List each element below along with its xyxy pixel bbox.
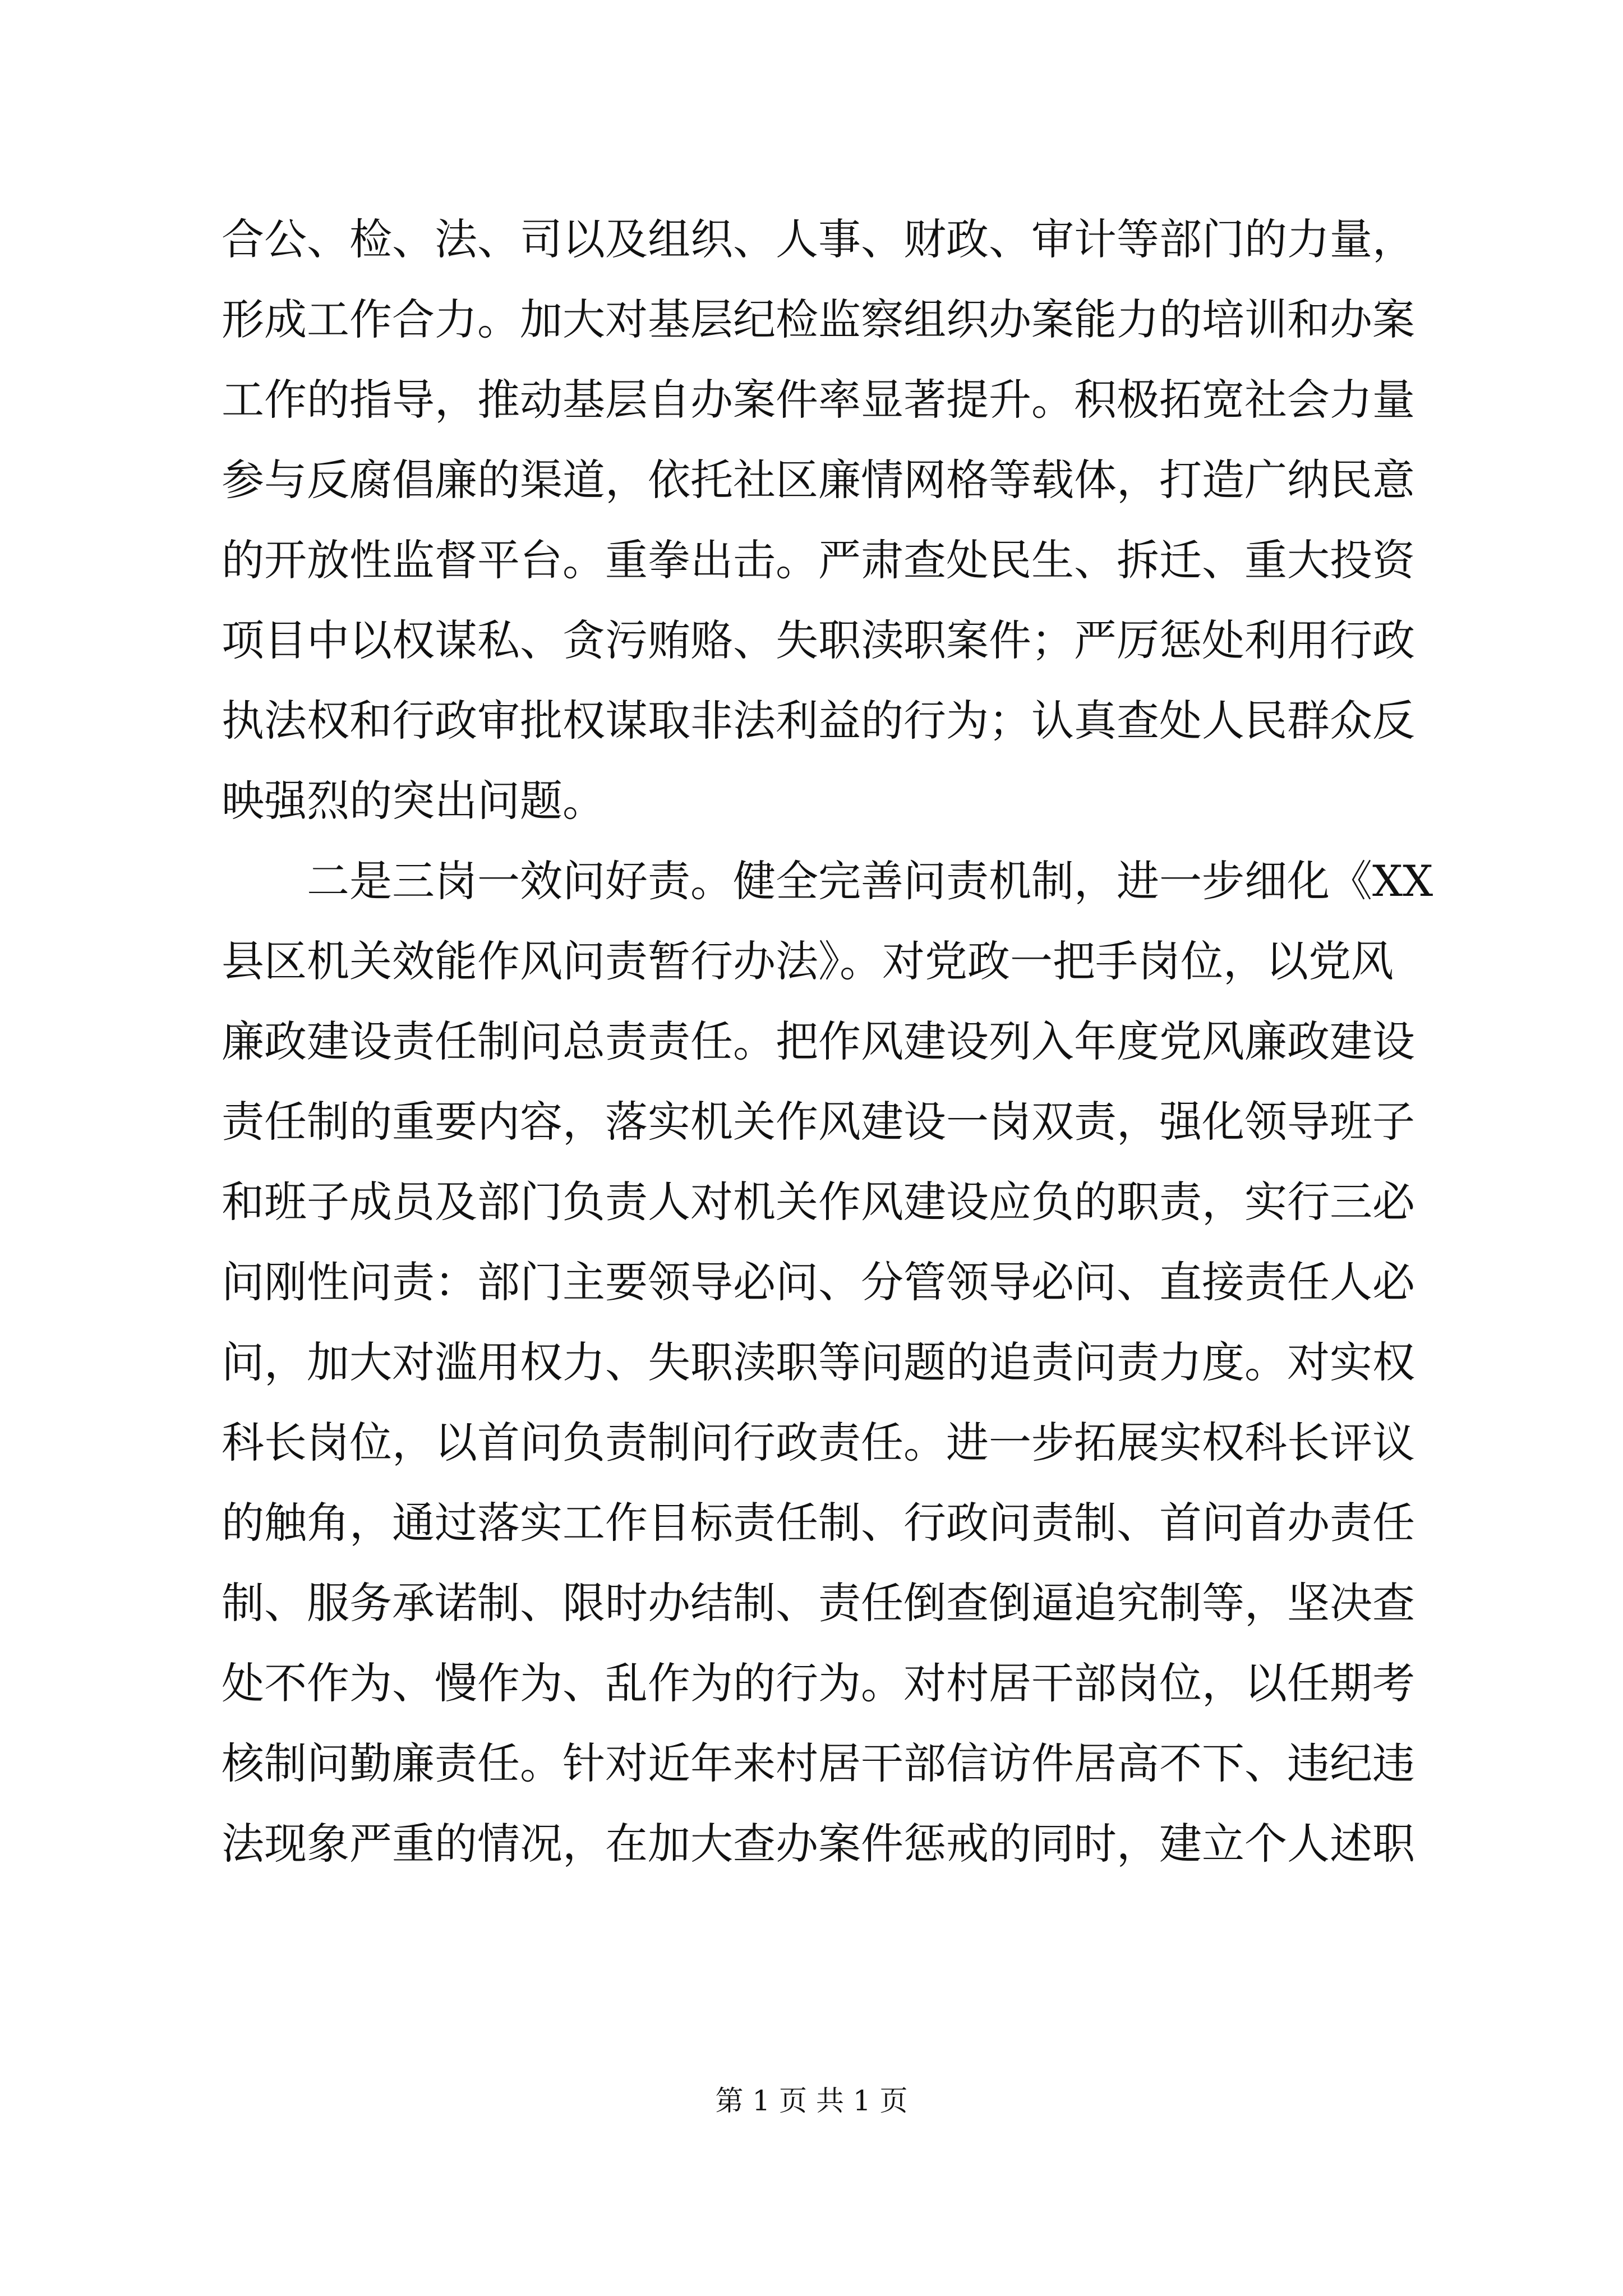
text-line: 和班子成员及部门负责人对机关作风建设应负的职责，实行三必 (222, 1177, 1415, 1227)
text-line: 项目中以权谋私、贪污贿赂、失职渎职案件；严厉惩处利用行政 (222, 615, 1415, 665)
text-line: 核制问勤廉责任。针对近年来村居干部信访件居高不下、违纪违 (222, 1738, 1415, 1788)
text-line: 法现象严重的情况，在加大查办案件惩戒的同时，建立个人述职 (222, 1819, 1415, 1869)
text-line: 的触角，通过落实工作目标责任制、行政问责制、首问首办责任 (222, 1498, 1415, 1548)
text-line: 映强烈的突出问题。 (222, 776, 605, 826)
text-line: 执法权和行政审批权谋取非法利益的行为；认真查处人民群众反 (222, 696, 1415, 746)
text-line: 合公、检、法、司以及组织、人事、财政、审计等部门的力量， (222, 214, 1415, 264)
document-body (222, 199, 1433, 1884)
text-line: 县区机关效能作风问责暂行办法》。对党政一把手岗位，以党风 (222, 936, 1394, 986)
text-line: 二是三岗一效问好责。健全完善问责机制，进一步细化《XX (222, 856, 1433, 906)
text-line: 科长岗位，以首问负责制问行政责任。进一步拓展实权科长评议 (222, 1418, 1415, 1467)
text-line: 制、服务承诺制、限时办结制、责任倒查倒逼追究制等，坚决查 (222, 1578, 1415, 1628)
text-line: 形成工作合力。加大对基层纪检监察组织办案能力的培训和办案 (222, 295, 1415, 344)
text-line: 处不作为、慢作为、乱作为的行为。对村居干部岗位，以任期考 (222, 1658, 1415, 1708)
text-line: 责任制的重要内容，落实机关作风建设一岗双责，强化领导班子 (222, 1097, 1415, 1147)
text-line: 问，加大对滥用权力、失职渎职等问题的追责问责力度。对实权 (222, 1337, 1415, 1387)
text-line: 的开放性监督平台。重拳出击。严肃查处民生、拆迁、重大投资 (222, 535, 1415, 585)
text-line: 工作的指导，推动基层自办案件率显著提升。积极拓宽社会力量 (222, 375, 1415, 425)
text-line: 参与反腐倡廉的渠道，依托社区廉情网格等载体，打造广纳民意 (222, 455, 1415, 505)
page-number-footer: 第 1 页 共 1 页 (715, 2085, 908, 2117)
text-line: 廉政建设责任制问总责责任。把作风建设列入年度党风廉政建设 (222, 1016, 1415, 1066)
text-line: 问刚性问责：部门主要领导必问、分管领导必问、直接责任人必 (222, 1257, 1415, 1307)
